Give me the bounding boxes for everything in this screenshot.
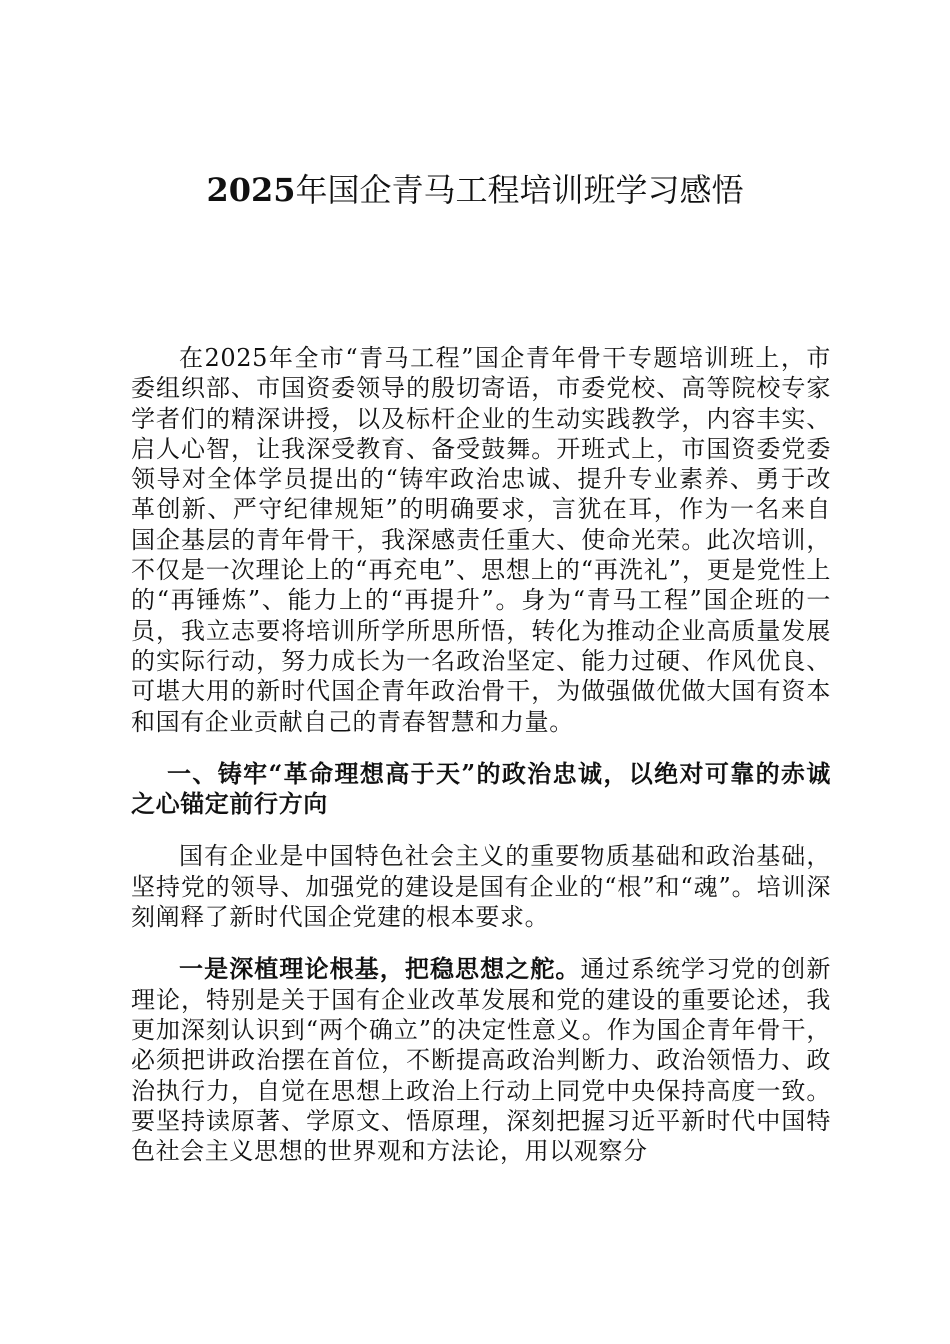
paragraph-spacer <box>131 737 831 759</box>
document-title <box>0 168 950 212</box>
point-1-lead: 一是深植理论根基，把稳思想之舵。 <box>179 954 581 984</box>
section-heading-1: 一、铸牢“革命理想高于天”的政治忠诚，以绝对可靠的赤诚之心锚定前行方向 <box>131 758 831 819</box>
point-1-paragraph <box>131 954 831 1166</box>
section-1-paragraph: 国有企业是中国特色社会主义的重要物质基础和政治基础，坚持党的领导、加强党的建设是国有企业的“根”和“魂”。培训深刻阐释了新时代国企党建的根本要求。 <box>131 842 831 932</box>
document-body <box>131 343 831 1166</box>
intro-paragraph: 在2025年全市“青马工程”国企青年骨干专题培训班上，市委组织部、市国资委领导的殷切寄语，市委党校、高等院校专家学者们的精深讲授，以及标杆企业的生动实践教学，内容丰实、启人心智，让我深受教育、备受鼓舞。开班式上，市国资委党委领导对全体学员提出的“铸牢政治忠诚、提升专业素养、勇于改革创新、严守纪律规矩”的明确要求，言犹在耳，作为一名来自国企基层的青年骨干，我深感责任重大、使命光荣。此次培训，不仅是一次理论上的“再充电”、思想上的“再洗礼”，更是党性上的“再锤炼”、能力上的“再提升”。身为“青马工程”国企班的一员，我立志要将培训所学所思所悟，转化为推动企业高质量发展的实际行动，努力成长为一名政治坚定、能力过硬、作风优良、可堪大用的新时代国企青年政治骨干，为做强做优做大国有资本和国有企业贡献自己的青春智慧和力量。 <box>131 344 831 736</box>
title-year: 2025 <box>206 171 296 209</box>
point-1-text: 通过系统学习党的创新理论，特别是关于国有企业改革发展和党的建设的重要论述，我更加深刻认识到“两个确立”的决定性意义。作为国企青年骨干，必须把讲政治摆在首位，不断提高政治判断力、政治领悟力、政治执行力，自觉在思想上政治上行动上同党中央保持高度一致。要坚持读原著、学原文、悟原理，深刻把握习近平新时代中国特色社会主义思想的世界观和方法论，用以观察分 <box>131 955 831 1166</box>
paragraph-spacer <box>131 819 831 841</box>
title-text: 年国企青马工程培训班学习感悟 <box>295 171 744 209</box>
paragraph-spacer <box>131 932 831 954</box>
